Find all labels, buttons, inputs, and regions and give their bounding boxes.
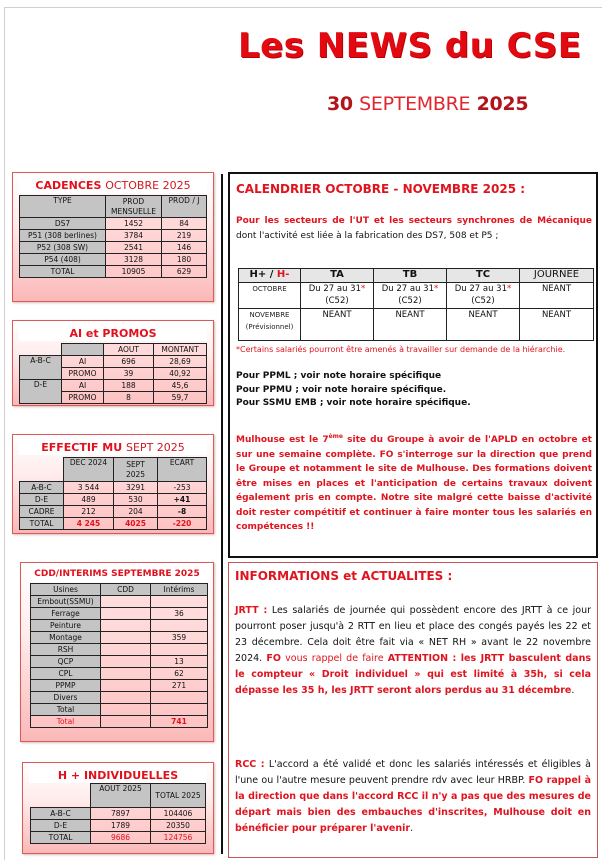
cdd-interims-box xyxy=(20,562,214,742)
table-row: P51 (308 berlines) 3784 219 xyxy=(20,230,207,242)
effectif-title: EFFECTIF MU SEPT 2025 xyxy=(19,440,207,455)
table-row: A-B-C 3 544 3291 -253 xyxy=(20,482,207,494)
effectif-table: DEC 2024 SEPT 2025 ECART A-B-C 3 544 3291 -253 D-E 489 530 +41 CADRE 212 204 -8 TOTAL 4 245 4025 -220 xyxy=(19,457,207,530)
table-row: Total xyxy=(31,704,208,716)
ai-promos-title: AI et PROMOS xyxy=(19,326,207,341)
ai-promos-box xyxy=(12,320,214,406)
table-row: CPL 62 xyxy=(31,668,208,680)
date-day: 30 xyxy=(327,93,353,115)
table-row: Montage 359 xyxy=(31,632,208,644)
h-individuelles-title: H + INDIVIDUELLES xyxy=(29,768,207,783)
h-individuelles-box xyxy=(22,762,214,854)
table-row: Divers xyxy=(31,692,208,704)
table-row: TOTAL 4 245 4025 -220 xyxy=(20,518,207,530)
table-row: A-B-C AI 696 28,69 xyxy=(20,356,207,368)
cadences-box xyxy=(12,172,214,302)
date-year: 2025 xyxy=(476,93,529,115)
calendrier-footnote: *Certains salariés pourront être amenés à travailler sur demande de la hiérarchie. xyxy=(236,345,566,354)
table-row: Embout(SSMU) xyxy=(31,596,208,608)
ai-promos-table: AOUT MONTANT A-B-C AI 696 28,69 PROMO 39 40,92 D-E AI 188 45,6 PROMO 8 59,7 xyxy=(19,343,207,404)
table-row: DS7 1452 84 xyxy=(20,218,207,230)
informations-title: INFORMATIONS et ACTUALITES : xyxy=(235,569,453,583)
table-row: TOTAL 9686 124756 xyxy=(31,832,206,844)
rcc-paragraph: RCC : L'accord a été validé et donc les salariés intéressés et éligibles à l'une ou l'autre mesure peuvent prendre rdv avec leur HRBP. FO rappel à la direction que dans l'accord RCC il n'y a pas que des mesures de départ mais bien des embauches d'inscrites, Mulhouse doit en bénéficier pour préparer l'avenir. xyxy=(235,759,591,834)
mulhouse-paragraph: Mulhouse est le 7ème site du Groupe à avoir de l'APLD en octobre et sur une semaine complète. FO s'interroge sur la direction que prend le Groupe et notamment le site de Mulhouse. Des formations doivent être mises en places et l'anticipation de certains travaux doivent également pris en compte. Notre site malgré cette baisse d'activité doit rester compétitif et continuer à faire monter tous les salariés en compétences !! xyxy=(236,433,592,532)
table-row: NOVEMBRE (Prévisionnel) NEANT NEANT NEANT NEANT xyxy=(239,309,594,341)
effectif-box xyxy=(12,434,214,534)
calendrier-box xyxy=(228,172,598,558)
table-row: Total 741 xyxy=(31,716,208,728)
newsletter-title: Les NEWS du CSE xyxy=(238,26,582,66)
table-row: D-E 489 530 +41 xyxy=(20,494,207,506)
table-row: Peinture xyxy=(31,620,208,632)
table-row: OCTOBRE Du 27 au 31* (C52) Du 27 au 31* (C52) Du 27 au 31* (C52) NEANT xyxy=(239,283,594,309)
table-row: A-B-C 7897 104406 xyxy=(31,808,206,820)
table-row: PROMO 39 40,92 xyxy=(20,368,207,380)
calendrier-notes: Pour PPML ; voir note horaire spécifique Pour PPMU ; voir note horaire spécifique. Pour SSMU EMB ; voir note horaire spécifique. xyxy=(236,371,471,408)
table-row: TOTAL 10905 629 xyxy=(20,266,207,278)
jrtt-paragraph: JRTT : Les salariés de journée qui possèdent encore des JRTT à ce jour pourront poser jusqu'à 2 RTT en lieu et place des congés payés les 22 et 23 décembre. Cela doit être fait via « NET RH » avant le 22 novembre 2024. FO vous rappel de faire ATTENTION : les JRTT basculent dans le compteur « Droit individuel » qui est limité à 35h, si cela dépasse les 35 h, les JRTT seront alors perdus au 31 décembre. xyxy=(235,605,591,696)
table-row: D-E 1789 20350 xyxy=(31,820,206,832)
table-row: PROMO 8 59,7 xyxy=(20,392,207,404)
table-row: Ferrage 36 xyxy=(31,608,208,620)
cdd-interims-table: Usines CDD Intérims Embout(SSMU) Ferrage 36 Peinture Montage 359 RSH QCP 13 CPL 62 PPMP 271 Divers Total Total 741 xyxy=(30,583,208,728)
table-row: RSH xyxy=(31,644,208,656)
table-row: P54 (408) 3128 180 xyxy=(20,254,207,266)
cadences-table: TYPE PROD MENSUELLE PROD / J DS7 1452 84 P51 (308 berlines) 3784 219 P52 (308 SW) 2541 146 P54 (408) 3128 180 TOTAL 10905 629 xyxy=(19,195,207,278)
column-divider xyxy=(221,174,223,854)
table-row: D-E AI 188 45,6 xyxy=(20,380,207,392)
newsletter-date xyxy=(327,93,528,115)
table-row: CADRE 212 204 -8 xyxy=(20,506,207,518)
h-individuelles-table: AOUT 2025 TOTAL 2025 A-B-C 7897 104406 D-E 1789 20350 TOTAL 9686 124756 xyxy=(30,783,206,844)
table-row: PPMP 271 xyxy=(31,680,208,692)
informations-box xyxy=(228,562,598,858)
calendrier-table: H+ / H- TA TB TC JOURNEE OCTOBRE Du 27 au 31* (C52) Du 27 au 31* (C52) Du 27 au 31* (C52) NEANT NOVEMBRE (Prévisionnel) NEANT NEANT NEANT NEANT xyxy=(238,268,594,341)
cadences-title: CADENCES OCTOBRE 2025 xyxy=(19,178,207,193)
calendrier-title: CALENDRIER OCTOBRE - NOVEMBRE 2025 : xyxy=(236,182,526,196)
cdd-interims-title: CDD/INTERIMS SEPTEMBRE 2025 xyxy=(27,567,207,582)
date-month: SEPTEMBRE xyxy=(359,93,471,115)
table-row: P52 (308 SW) 2541 146 xyxy=(20,242,207,254)
calendrier-intro: Pour les secteurs de l'UT et les secteurs synchrones de Mécanique dont l'activité est liée à la fabrication des DS7, 508 et P5 ; xyxy=(236,216,592,241)
table-row: QCP 13 xyxy=(31,656,208,668)
